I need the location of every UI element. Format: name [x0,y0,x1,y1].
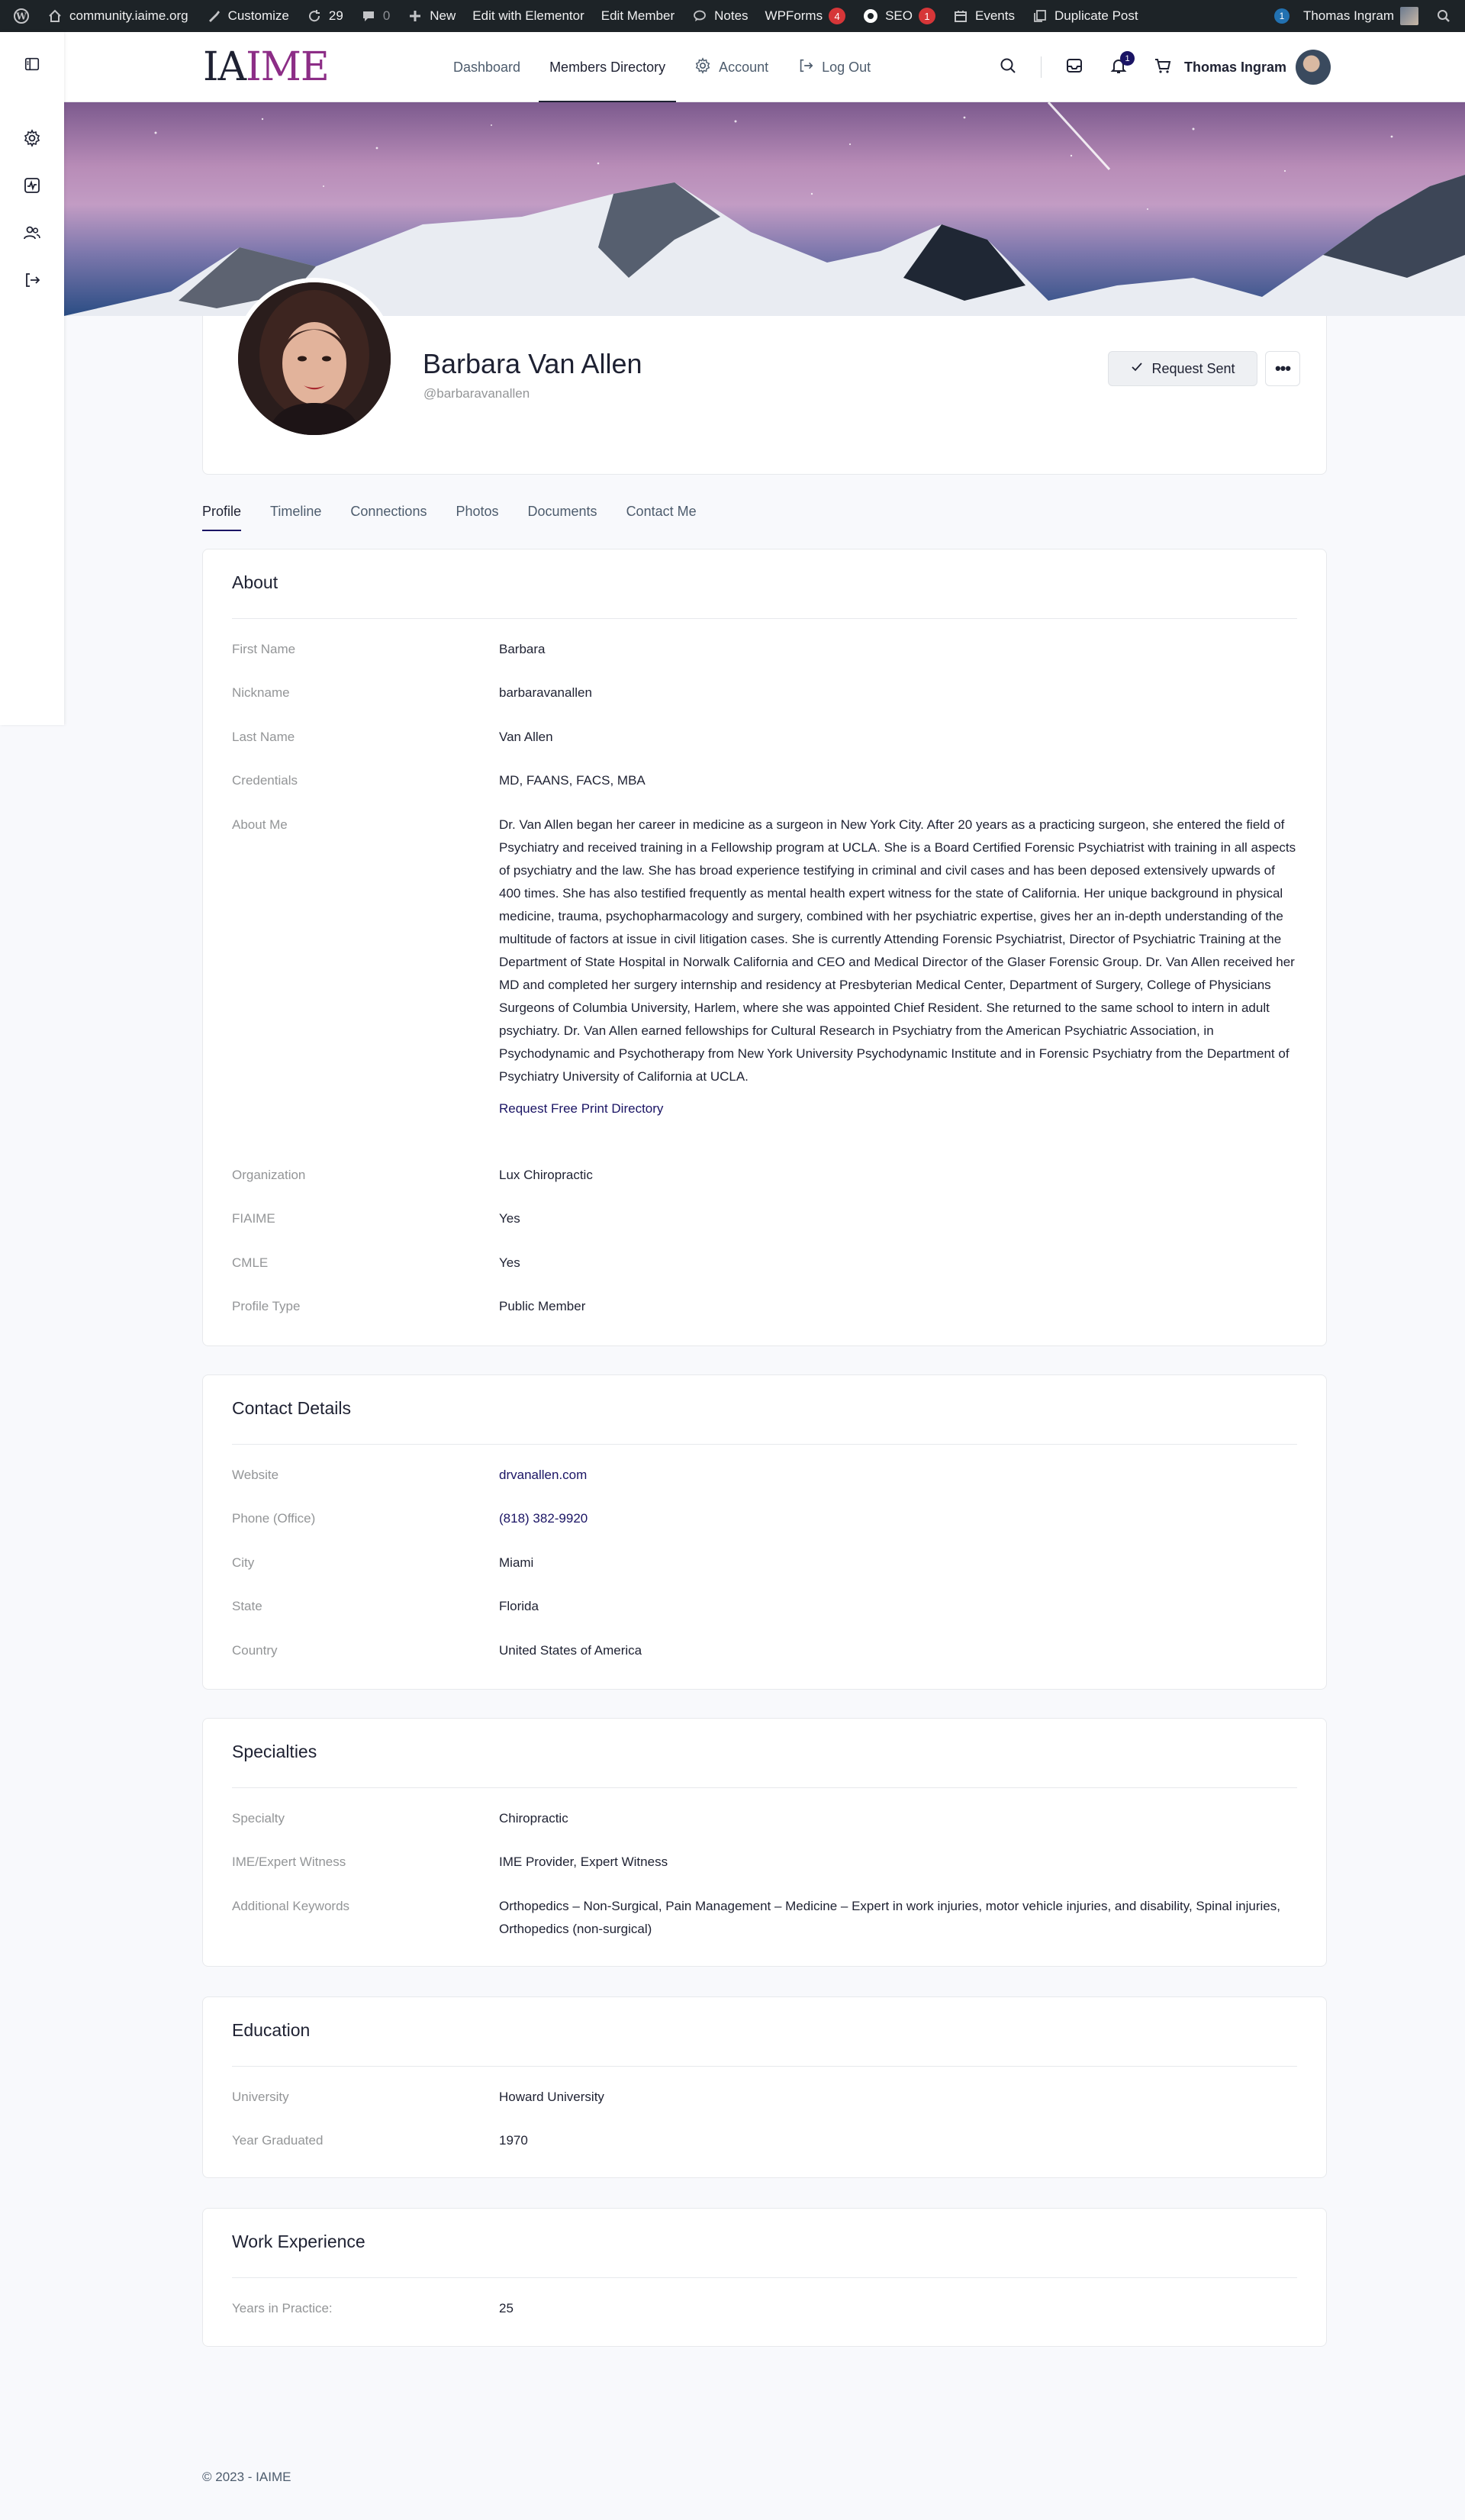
customize-item[interactable] [197,0,298,32]
profile-name: Barbara Van Allen [423,348,642,379]
about-title: About [232,572,279,592]
events-item[interactable] [944,0,1023,32]
contact-details-section [202,1374,1327,1690]
events-label: Events [975,8,1015,23]
admin-avatar [1400,7,1418,25]
field-row-year-graduated [232,2129,1297,2152]
field-value: Public Member [499,1299,586,1313]
field-row-organization [232,1164,1297,1187]
field-label: Profile Type [232,1299,301,1313]
copy-icon [1032,8,1048,24]
new-item[interactable] [398,0,464,32]
search-icon [999,56,1017,79]
main-nav [443,32,889,102]
wordpress-logo-item[interactable] [5,0,38,32]
comments-count: 0 [382,8,391,23]
admin-search-item[interactable] [1427,0,1460,32]
svg-text:W: W [16,11,27,22]
wordpress-icon [13,8,30,24]
section-divider [232,2277,1297,2278]
field-label: City [232,1555,255,1570]
seo-gear-icon [862,8,879,24]
field-label: Country [232,1643,278,1658]
specialties-title: Specialties [232,1742,317,1761]
edit-elementor-label: Edit with Elementor [472,8,584,23]
check-icon [1130,360,1144,378]
tab-connections[interactable]: Connections [350,504,427,519]
speech-bubble-icon [691,8,708,24]
field-row-first-name [232,638,1297,661]
site-name-label: community.iaime.org [69,8,188,23]
field-row-about-me [232,814,1297,1120]
section-divider [232,2066,1297,2067]
wp-admin-bar [0,0,1465,32]
tab-photos[interactable]: Photos [456,504,499,519]
sidebar-item-logout[interactable] [21,271,43,292]
field-row-phone [232,1507,1297,1530]
gear-icon [694,57,711,78]
profile-cover-image [64,102,1465,316]
field-row-cmle [232,1252,1297,1275]
field-value: 1970 [499,2133,528,2148]
field-label: Additional Keywords [232,1899,350,1913]
work-experience-section [202,2208,1327,2347]
site-name-item[interactable] [38,0,197,32]
field-value: Orthopedics – Non-Surgical, Pain Management – Medicine – Expert in work injuries, motor vehicle injuries, and disability, Spinal injuries, Orthopedics (non-surgical) [499,1899,1280,1936]
field-value: Florida [499,1599,539,1613]
field-label: Website [232,1468,279,1482]
profile-header-card [202,316,1327,475]
field-row-fiaime [232,1207,1297,1230]
admin-user-name: Thomas Ingram [1302,8,1394,23]
profile-tabs [202,496,697,531]
cart-button[interactable] [1151,56,1174,79]
field-label: About Me [232,817,288,832]
field-label: Credentials [232,773,298,788]
nav-members-directory[interactable] [539,32,676,102]
field-value: Van Allen [499,730,553,744]
field-value: Barbara [499,642,546,656]
field-value: MD, FAANS, FACS, MBA [499,773,646,788]
nav-dashboard[interactable] [443,32,531,102]
work-experience-title: Work Experience [232,2232,365,2251]
about-me-text: Dr. Van Allen began her career in medicine as a surgeon in New York City. After 20 years as a practicing surgeon, she entered the field of Psychiatry and received training in a Fellowship program at UCLA. She is a Board Certified Forensic Psychiatrist with training in all aspects of psychiatry and the law. She has broad experience testifying in criminal and civil cases and has been deposed extensively upwards of 400 times. She has also testified frequently as mental health expert witness for the state of California. Her unique background in physical medicine, trauma, psychopharmacology and surgery, combined with her psychiatric expertise, gives her an in-depth understanding of the multitude of factors at issue in civil litigation cases. She is currently Attending Forensic Psychiatrist, Director of Psychiatric Training at the Department of State Hospital in Norwalk California and CEO and Medical Director of the Glaser Forensic Group. Dr. Van Allen received her MD and completed her surgery internship and residency at Presbyterian Medical Center, Department of Surgery, College of Physicians Surgeons of Columbia University, Harlem, where she was appointed Chief Resident. She returned to the same school to intern in adult psychiatry. Dr. Van Allen earned fellowships for Cultural Research in Psychiatry from the American Psychiatric Association, in Psychodynamic and Psychotherapy from New York University Psychodynamic Institute and in Forensic Psychiatry from the Department of Psychiatry University of California at UCLA. [499,817,1296,1084]
wpforms-badge: 4 [829,8,845,24]
sidebar-item-members[interactable] [21,224,43,245]
field-row-last-name [232,726,1297,749]
account-item[interactable] [1266,0,1427,32]
notifications-button[interactable] [1107,53,1130,79]
footer-copyright: © 2023 - IAIME [202,2470,291,2484]
field-label: Year Graduated [232,2133,324,2148]
request-print-directory-link[interactable]: Request Free Print Directory [499,1101,664,1116]
section-divider [232,618,1297,619]
logout-icon [23,271,41,293]
tab-profile[interactable]: Profile [202,496,241,531]
messages-button[interactable] [1063,56,1086,79]
field-value: 25 [499,2301,514,2315]
comment-icon [360,8,377,24]
customize-label: Customize [227,8,289,23]
field-label: Years in Practice: [232,2301,333,2315]
seo-badge: 1 [919,8,935,24]
field-row-nickname [232,682,1297,704]
notes-item[interactable] [683,0,756,32]
profile-avatar[interactable] [233,278,395,440]
section-divider [232,1787,1297,1788]
field-label: Specialty [232,1811,285,1826]
field-row-credentials [232,769,1297,792]
cover-mountains-graphic [64,102,1465,316]
updates-item[interactable] [298,0,352,32]
header-divider [1041,56,1042,78]
nav-logout[interactable] [787,32,881,102]
more-dots-icon: ••• [1274,359,1291,378]
nav-logout-label: Log Out [822,59,871,75]
field-label: Organization [232,1168,306,1182]
field-label: CMLE [232,1255,269,1270]
field-row-country [232,1639,1297,1662]
plus-icon [407,8,423,24]
contact-title: Contact Details [232,1398,351,1418]
left-sidebar [0,32,64,725]
request-sent-label: Request Sent [1151,360,1235,376]
new-label: New [430,8,456,23]
header-user-name: Thomas Ingram [1184,59,1287,75]
field-row-specialty [232,1807,1297,1830]
cart-icon [1154,56,1172,79]
duplicate-post-label: Duplicate Post [1054,8,1138,23]
site-logo[interactable] [203,46,329,89]
profile-photo [238,282,391,435]
seo-label: SEO [885,8,913,23]
seo-item[interactable] [854,0,944,32]
education-section [202,1996,1327,2178]
field-row-years-in-practice [232,2297,1297,2320]
activity-icon [23,176,41,198]
field-value: Miami [499,1555,534,1570]
header-avatar [1296,50,1331,85]
brush-icon [205,8,222,24]
home-icon [47,8,63,24]
section-divider [232,1444,1297,1445]
search-icon [1435,8,1452,24]
tab-contact-me[interactable]: Contact Me [626,504,697,519]
field-label: IME/Expert Witness [232,1855,346,1869]
gear-icon [23,129,41,151]
field-value: barbaravanallen [499,685,592,700]
sidebar-item-activity[interactable] [21,176,43,198]
request-sent-button[interactable] [1108,351,1257,386]
education-title: Education [232,2020,311,2040]
tab-timeline[interactable]: Timeline [270,504,322,519]
logo-text-ia: IA [203,44,246,90]
notes-label: Notes [714,8,749,23]
edit-member-label: Edit Member [600,8,675,23]
field-row-university [232,2086,1297,2109]
field-value [499,814,1297,1120]
field-value: IME Provider, Expert Witness [499,1855,668,1869]
sidebar-toggle-icon [24,56,40,76]
logout-icon [797,57,814,78]
field-label: Nickname [232,685,290,700]
about-section [202,549,1327,1346]
users-icon [23,224,41,246]
wpforms-item[interactable] [757,0,855,32]
field-row-city [232,1552,1297,1574]
header-icons [997,32,1174,102]
field-value: Yes [499,1211,520,1226]
calendar-icon [952,8,969,24]
field-label: FIAIME [232,1211,275,1226]
website-link[interactable]: drvanallen.com [499,1468,588,1482]
admin-notification-count: 1 [1274,8,1290,24]
field-label: University [232,2090,289,2104]
field-row-state [232,1595,1297,1618]
notification-badge: 1 [1120,51,1135,66]
field-label: First Name [232,642,296,656]
refresh-icon [306,8,323,24]
field-label: State [232,1599,262,1613]
more-options-button[interactable] [1265,351,1300,386]
profile-handle: @barbaravanallen [423,386,530,401]
nav-account-label: Account [719,59,769,75]
nav-members-directory-label: Members Directory [549,59,666,75]
field-value: Chiropractic [499,1811,568,1826]
sidebar-toggle-button[interactable] [21,55,43,76]
comments-item[interactable] [352,0,398,32]
field-value: United States of America [499,1643,642,1658]
field-row-additional-keywords [232,1895,1297,1941]
updates-count: 29 [328,8,343,23]
duplicate-post-item[interactable] [1023,0,1147,32]
field-value: Howard University [499,2090,604,2104]
specialties-section [202,1718,1327,1967]
tab-documents[interactable]: Documents [527,504,597,519]
field-row-ime-expert-witness [232,1851,1297,1874]
field-value: Lux Chiropractic [499,1168,593,1182]
field-row-website [232,1464,1297,1487]
sidebar-item-settings[interactable] [21,129,43,150]
logo-text-ime: IME [246,44,329,90]
field-row-profile-type [232,1295,1297,1318]
phone-link[interactable]: (818) 382-9920 [499,1511,588,1526]
header-user-menu[interactable] [1184,32,1331,102]
edit-member-item[interactable] [593,0,683,32]
nav-dashboard-label: Dashboard [453,59,521,75]
field-value: Yes [499,1255,520,1270]
field-label: Phone (Office) [232,1511,316,1526]
edit-elementor-item[interactable] [464,0,592,32]
search-button[interactable] [997,56,1019,79]
inbox-icon [1065,56,1083,79]
wpforms-label: WPForms [765,8,823,23]
field-label: Last Name [232,730,295,744]
site-header [0,32,1465,102]
nav-account[interactable] [684,32,779,102]
